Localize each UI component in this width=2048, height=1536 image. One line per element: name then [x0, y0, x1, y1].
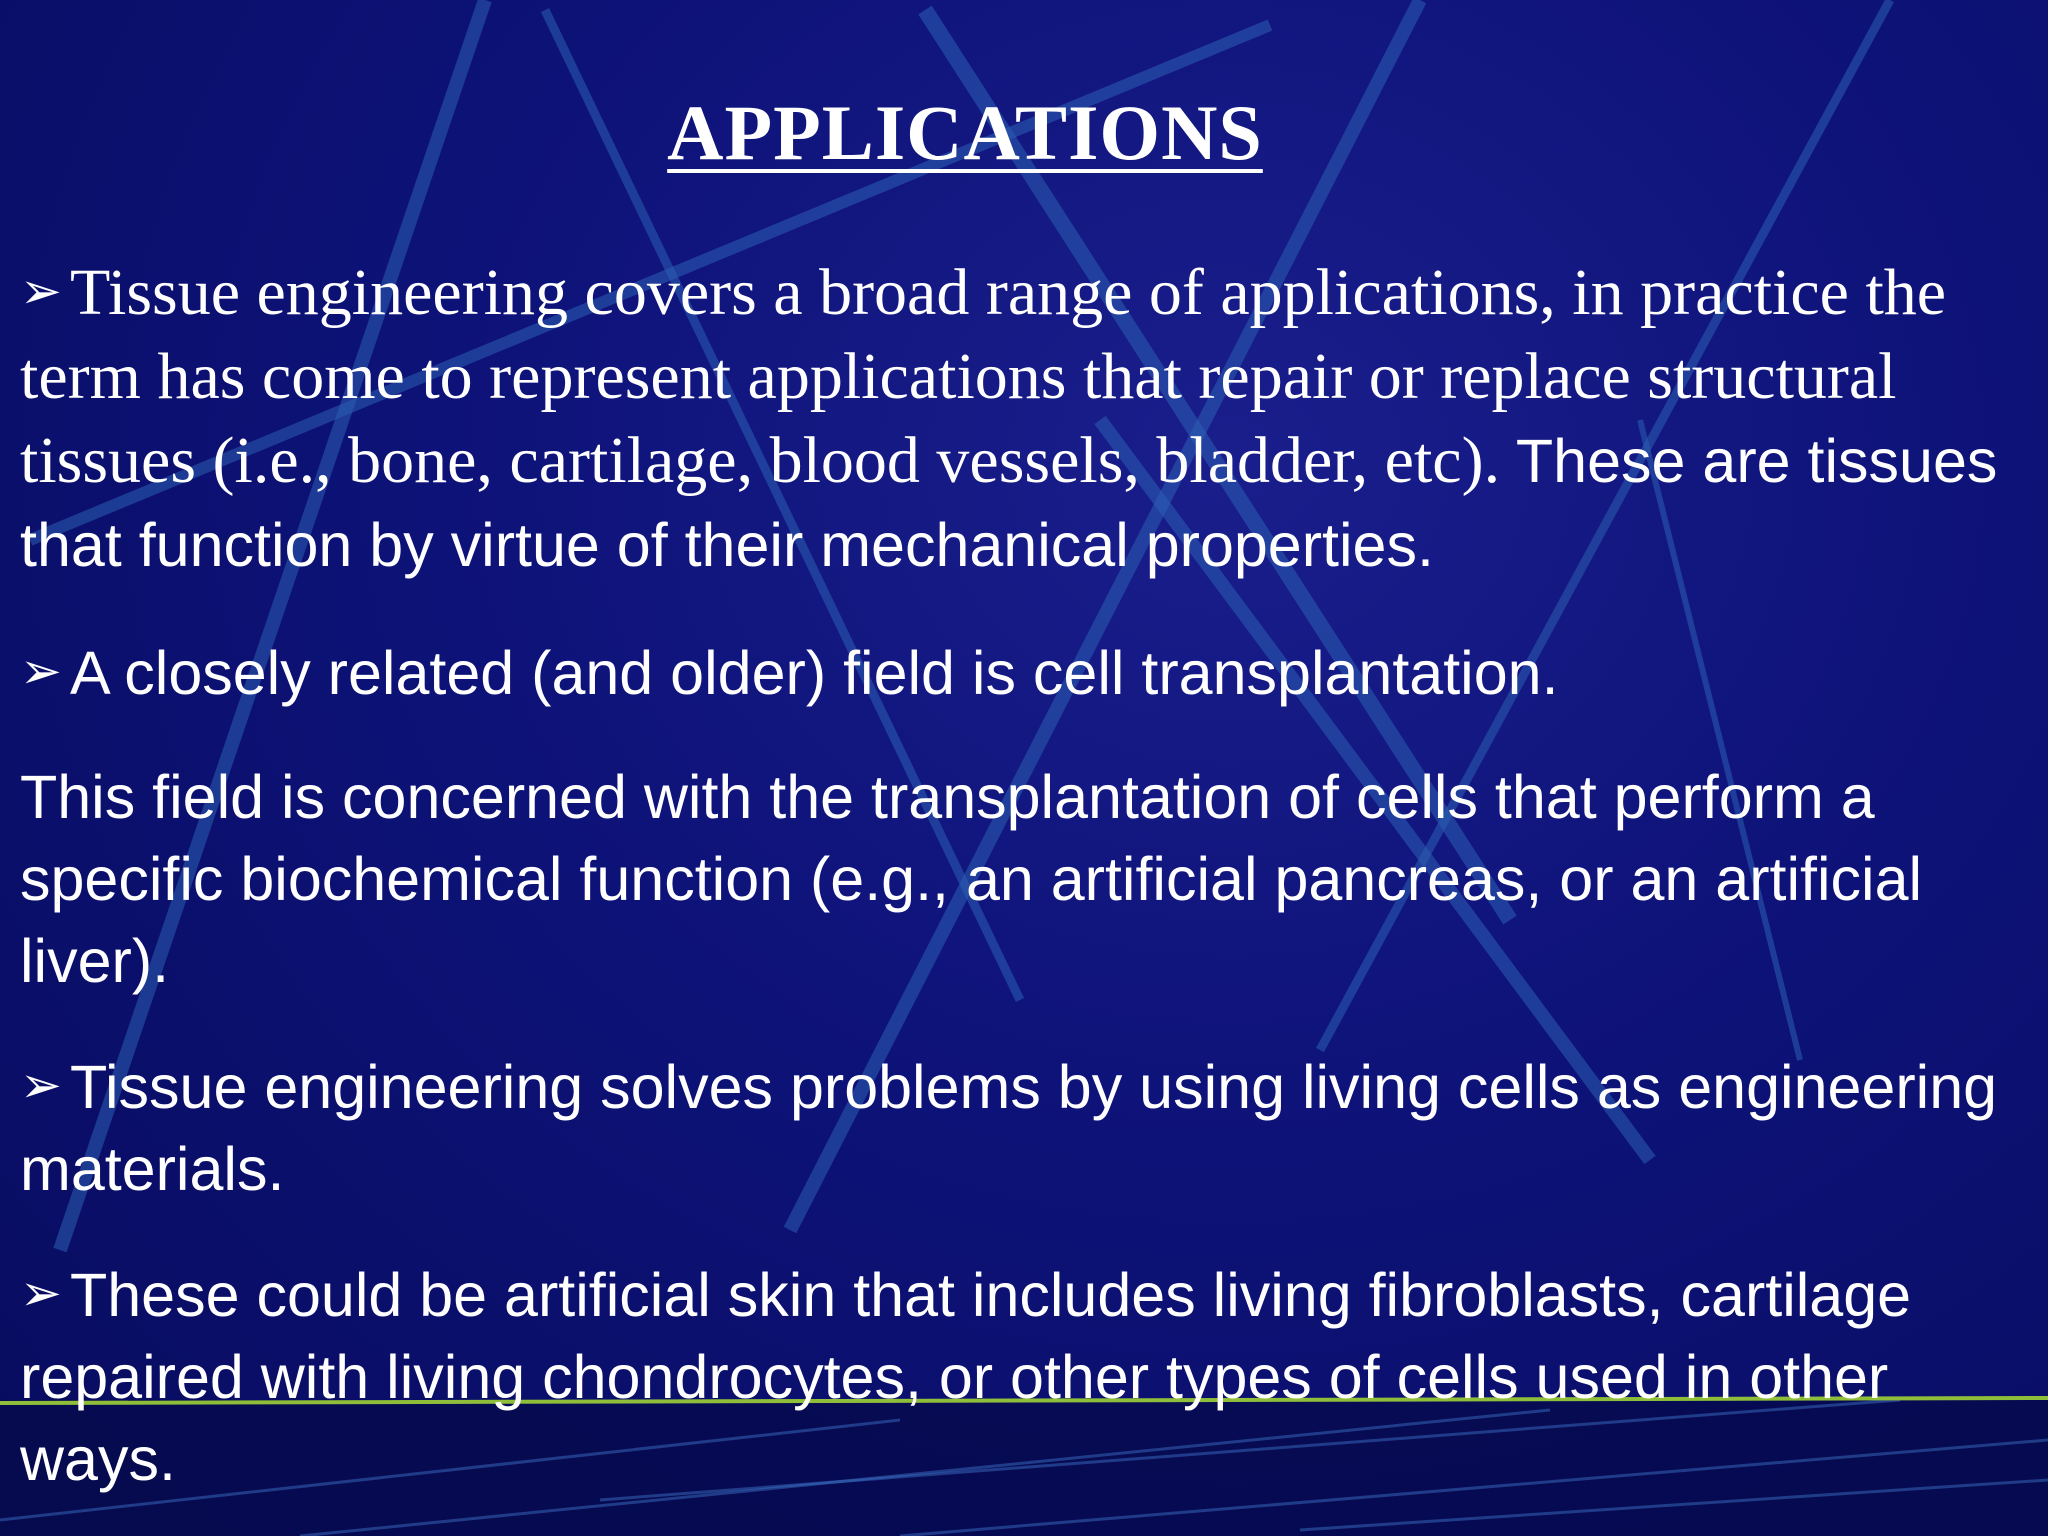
arrow-bullet-icon: ➢ — [20, 642, 62, 700]
paragraph-1-text-sans: These are tissues that function by virtue of their mechanical properties. — [20, 427, 1998, 579]
paragraph-5-text: These could be artificial skin that includes living fibroblasts, cartilage repaired with living chondrocytes, or other types of cells used in other ways. — [20, 1261, 1912, 1493]
slide-title: APPLICATIONS — [667, 89, 1263, 176]
paragraph-3-text: This field is concerned with the transplantation of cells that perform a specific biochemical function (e.g., an artificial pancreas, or an artificial liver). — [20, 763, 1923, 995]
bullet-paragraph-4 — [20, 1044, 2030, 1210]
paragraph-3 — [20, 756, 2030, 1002]
bullet-paragraph-1 — [20, 250, 2030, 588]
bullet-paragraph-2 — [20, 630, 2030, 714]
paragraph-2-text: A closely related (and older) field is cell transplantation. — [70, 639, 1559, 707]
paragraph-1-text-serif: Tissue engineering covers a broad range of applications, in practice the term has come to represent applications that repair or replace structural tissues (i.e., bone, cartilage, blood vessels, bladder, etc). — [20, 256, 1947, 497]
arrow-bullet-icon: ➢ — [20, 1056, 62, 1114]
slide-body — [20, 250, 2030, 1500]
arrow-bullet-icon: ➢ — [20, 262, 62, 320]
arrow-bullet-icon: ➢ — [20, 1264, 62, 1322]
paragraph-4-text: Tissue engineering solves problems by using living cells as engineering materials. — [20, 1053, 1998, 1203]
bullet-paragraph-5 — [20, 1252, 2030, 1500]
